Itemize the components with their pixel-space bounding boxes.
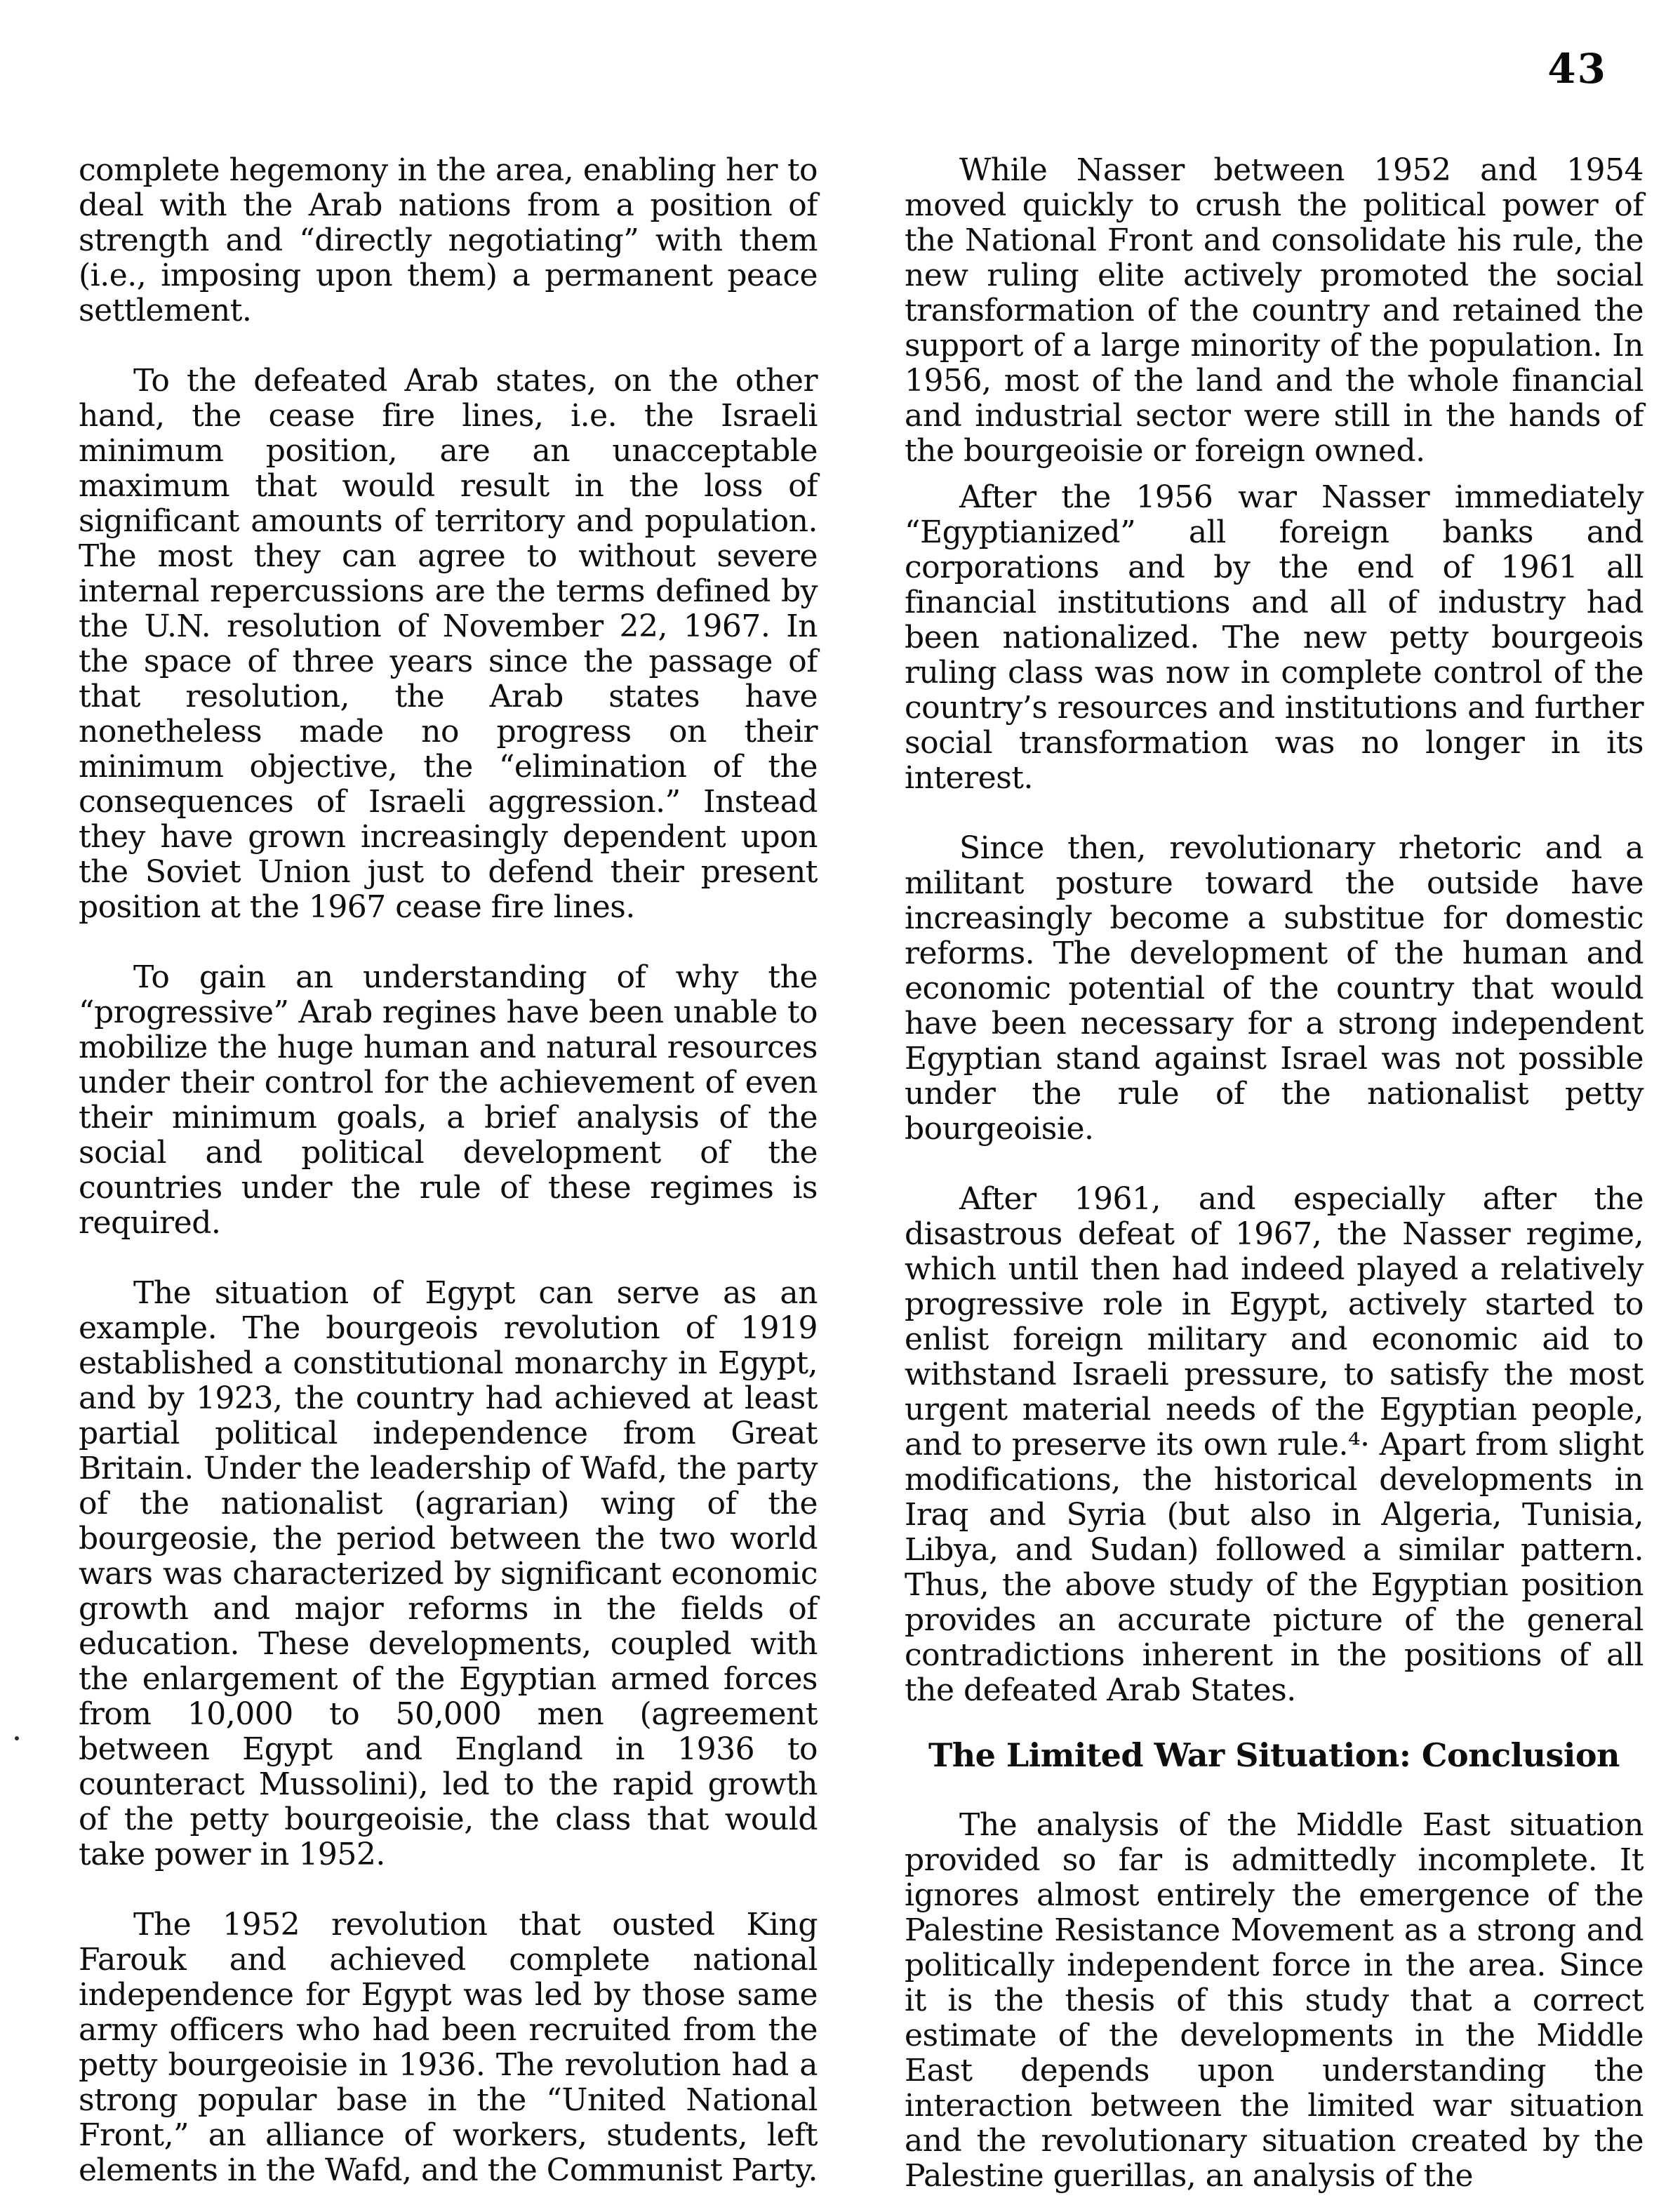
left-column — [79, 153, 818, 2194]
paragraph: After the 1956 war Nasser immediately “Egyptianized” all foreign banks and corporations and by the end of 1961 all financial institutions and all of industry had been nationalized. The new petty bourgeois ruling class was now in complete control of the country’s resources and institutions and further social transformation was no longer in its interest. — [905, 479, 1644, 796]
paragraph: The analysis of the Middle East situation provided so far is admittedly incomplete. It ignores almost entirely the emergence of the Palestine Resistance Movement as a strong and politically independent force in the area. Since it is the thesis of this study that a correct estimate of the developments in the Middle East depends upon understanding the interaction between the limited war situation and the revolutionary situation created by the Palestine guerillas, an analysis of the — [905, 1807, 1644, 2194]
paragraph: After 1961, and especially after the disastrous defeat of 1967, the Nasser regime, which until then had indeed played a relatively progressive role in Egypt, actively started to enlist foreign military and economic aid to withstand Israeli pressure, to satisfy the most urgent material needs of the Egyptian people, and to preserve its own rule.⁴· Apart from slight modifications, the historical developments in Iraq and Syria (but also in Algeria, Tunisia, Libya, and Sudan) followed a similar pattern. Thus, the above study of the Egyptian position provides an accurate picture of the general contradictions inherent in the positions of all the defeated Arab States. — [905, 1181, 1644, 1708]
page-number: 43 — [1547, 45, 1607, 93]
two-column-layout — [79, 153, 1644, 2194]
paragraph: While Nasser between 1952 and 1954 moved quickly to crush the political power of the National Front and consolidate his rule, the new ruling elite actively promoted the social transformation of the country and retained the support of a large minority of the population. In 1956, most of the land and the whole financial and industrial sector were still in the hands of the bourgeoisie or foreign owned. — [905, 152, 1644, 469]
scan-speck-artifact — [15, 1736, 19, 1740]
paragraph: To gain an understanding of why the “progressive” Arab regines have been unable to mobilize the huge human and natural resources under their control for the achievement of even their minimum goals, a brief analysis of the social and political development of the countries under the rule of these regimes is required. — [79, 959, 818, 1241]
right-column — [905, 153, 1644, 2194]
paragraph: The situation of Egypt can serve as an example. The bourgeois revolution of 1919 established a constitutional monarchy in Egypt, and by 1923, the country had achieved at least partial political independence from Great Britain. Under the leadership of Wafd, the party of the nationalist (agrarian) wing of the bourgeosie, the period between the two world wars was characterized by significant economic growth and major reforms in the fields of education. These developments, coupled with the enlargement of the Egyptian armed forces from 10,000 to 50,000 men (agreement between Egypt and England in 1936 to counteract Mussolini), led to the rapid growth of the petty bourgeoisie, the class that would take power in 1952. — [79, 1275, 818, 1872]
paragraph-continuation: complete hegemony in the area, enabling her to deal with the Arab nations from a position of strength and “directly negotiating” with them (i.e., imposing upon them) a permanent peace settlement. — [79, 152, 818, 328]
paragraph: Since then, revolutionary rhetoric and a militant posture toward the outside have increasingly become a substitue for domestic reforms. The development of the human and economic potential of the country that would have been necessary for a strong independent Egyptian stand against Israel was not possible under the rule of the nationalist petty bourgeoisie. — [905, 830, 1644, 1147]
paragraph: The 1952 revolution that ousted King Farouk and achieved complete national independence for Egypt was led by those same army officers who had been recruited from the petty bourgeoisie in 1936. The revolution had a strong popular base in the “United National Front,” an alliance of workers, students, left elements in the Wafd, and the Communist Party. — [79, 1907, 818, 2188]
section-heading: The Limited War Situation: Conclusion — [928, 1736, 1620, 1774]
paragraph: To the defeated Arab states, on the other hand, the cease fire lines, i.e. the Israeli minimum position, are an unacceptable maximum that would result in the loss of significant amounts of territory and population. The most they can agree to without severe internal repercussions are the terms defined by the U.N. resolution of November 22, 1967. In the space of three years since the passage of that resolution, the Arab states have nonetheless made no progress on their minimum objective, the “elimination of the consequences of Israeli aggression.” Instead they have grown increasingly dependent upon the Soviet Union just to defend their present position at the 1967 cease fire lines. — [79, 363, 818, 925]
